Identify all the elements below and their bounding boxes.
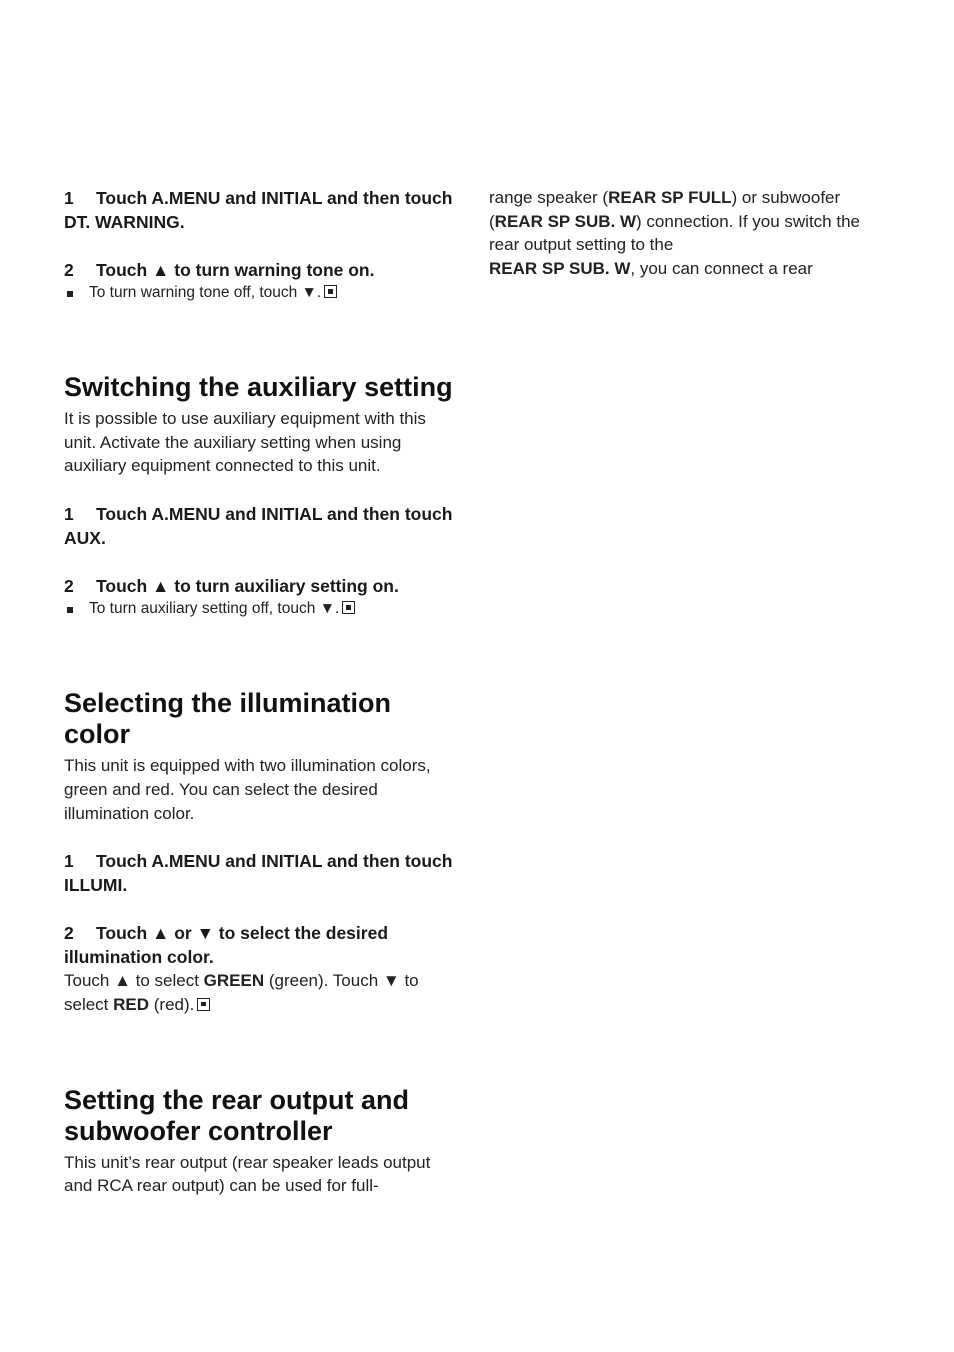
illumination-detail: Touch ▲ to select GREEN (green). Touch ▼ to select RED (red).: [64, 971, 419, 1014]
dt-warning-step-1: 1 Touch A.MENU and INITIAL and then touch DT. WARNING.: [64, 188, 453, 232]
rear-output-continued: range speaker (REAR SP FULL) or subwoofer (REAR SP SUB. W) connection. If you switch the rear output setting to the REAR SP SUB. W, you can connect a rear: [489, 188, 860, 279]
illumination-intro: This unit is equipped with two illumination colors, green and red. You can select the desired illumination color.: [64, 756, 431, 823]
bullet-square-icon: [67, 291, 73, 297]
auxiliary-step-2: 2 Touch ▲ to turn auxiliary setting on.: [64, 576, 399, 597]
illumination-step-1: 1 Touch A.MENU and INITIAL and then touch ILLUMI.: [64, 851, 453, 896]
end-of-section-icon: [197, 998, 210, 1011]
right-column: [489, 186, 869, 281]
auxiliary-heading: Switching the auxiliary setting: [64, 372, 453, 402]
rear-output-heading: Setting the rear output and subwoofer controller: [64, 1084, 410, 1146]
dt-warning-step-2: 2 Touch ▲ to turn warning tone on.: [64, 260, 375, 280]
auxiliary-intro: It is possible to use auxiliary equipment with this unit. Activate the auxiliary setting when using auxiliary equipment connected to this unit.: [64, 409, 426, 476]
left-column: [64, 186, 456, 1198]
end-of-section-icon: [342, 601, 355, 614]
bullet-square-icon: [67, 607, 73, 613]
illumination-heading: Selecting the illumination color: [64, 688, 392, 750]
dt-warning-note: To turn warning tone off, touch ▼.: [64, 282, 456, 304]
illumination-step-2: 2 Touch ▲ or ▼ to select the desired illumination color.: [64, 923, 389, 968]
rear-output-intro: This unit’s rear output (rear speaker leads output and RCA rear output) can be used for full-: [64, 1152, 431, 1196]
auxiliary-note: To turn auxiliary setting off, touch ▼.: [64, 598, 456, 620]
auxiliary-step-1: 1 Touch A.MENU and INITIAL and then touch AUX.: [64, 504, 453, 549]
end-of-section-icon: [324, 285, 337, 298]
